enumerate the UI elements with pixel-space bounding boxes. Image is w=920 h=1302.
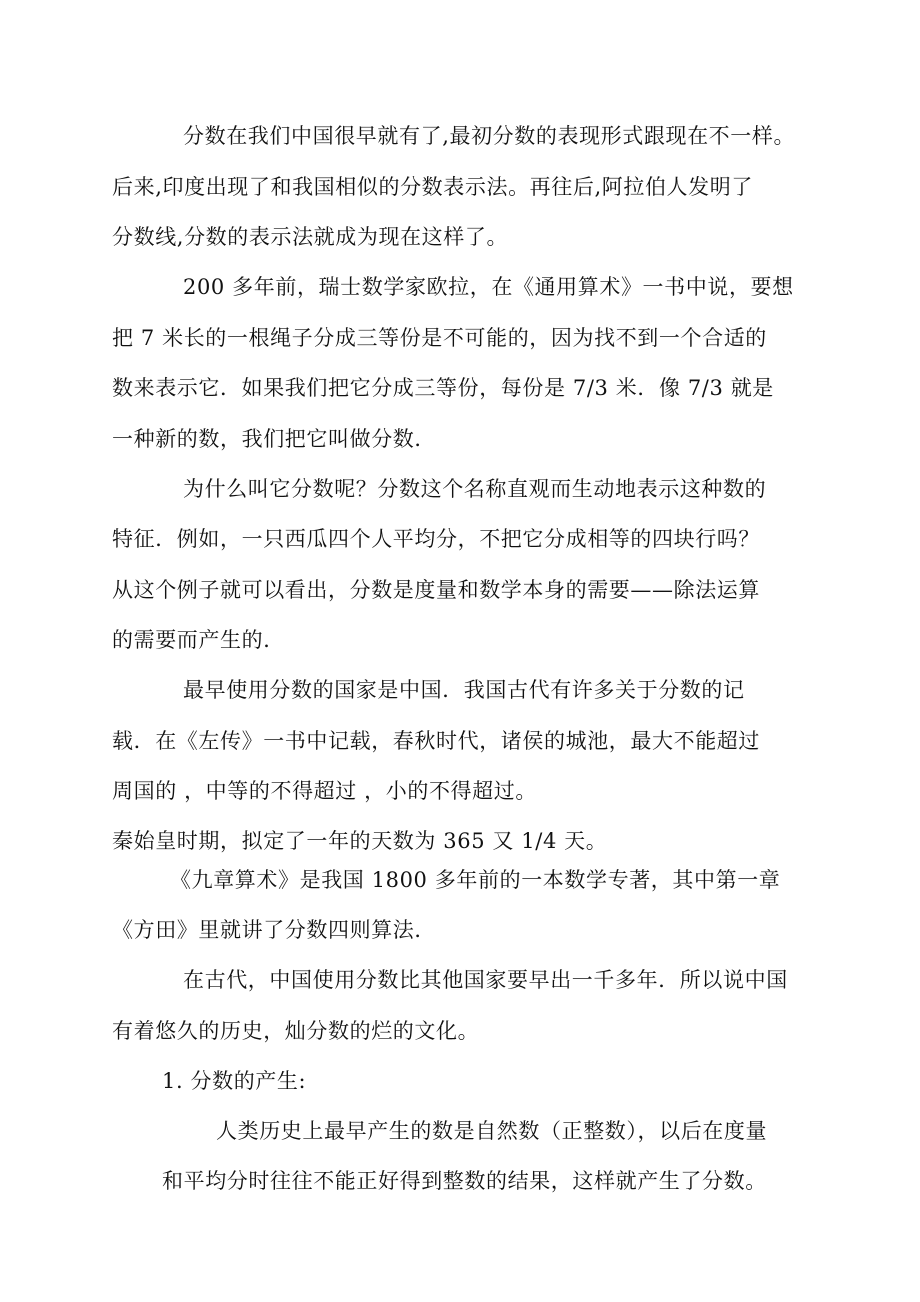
paragraph-line: 从这个例子就可以看出，分数是度量和数学本身的需要——除法运算 xyxy=(112,578,760,602)
paragraph-line: 《方田》里就讲了分数四则算法． xyxy=(112,918,436,942)
paragraph-line: 200 多年前，瑞士数学家欧拉，在《通用算术》一书中说，要想 xyxy=(183,275,794,299)
paragraph-line: 把 7 米长的一根绳子分成三等份是不可能的，因为找不到一个合适的 xyxy=(112,326,767,350)
paragraph-line: 特征．例如，一只西瓜四个人平均分，不把它分成相等的四块行吗？ xyxy=(112,527,760,551)
paragraph-line: 分数在我们中国很早就有了,最初分数的表现形式跟现在不一样。 xyxy=(183,124,796,148)
paragraph-line: 一种新的数，我们把它叫做分数． xyxy=(112,427,436,451)
paragraph-line: 为什么叫它分数呢？分数这个名称直观而生动地表示这种数的 xyxy=(183,477,767,501)
paragraph-line: 《九章算术》是我国 1800 多年前的一本数学专著，其中第一章 xyxy=(170,868,781,892)
paragraph-line: 和平均分时往往不能正好得到整数的结果，这样就产生了分数。 xyxy=(162,1169,767,1193)
paragraph-line: 在古代，中国使用分数比其他国家要早出一千多年．所以说中国 xyxy=(183,968,788,992)
paragraph-line: 的需要而产生的． xyxy=(112,628,285,652)
paragraph-line: 有着悠久的历史，灿分数的烂的文化。 xyxy=(112,1019,480,1043)
section-heading: 1. 分数的产生: xyxy=(162,1069,307,1093)
paragraph-line: 分数线,分数的表示法就成为现在这样了。 xyxy=(112,225,509,249)
paragraph-line: 最早使用分数的国家是中国．我国古代有许多关于分数的记 xyxy=(183,678,745,702)
paragraph-line: 后来,印度出现了和我国相似的分数表示法。再往后,阿拉伯人发明了 xyxy=(112,175,753,199)
paragraph-line: 秦始皇时期，拟定了一年的天数为 365 又 1/4 天。 xyxy=(112,829,608,853)
paragraph-line: 数来表示它．如果我们把它分成三等份，每份是 7/3 米．像 7/3 就是 xyxy=(112,376,774,400)
paragraph-line: 周国的 ，中等的不得超过 ，小的不得超过。 xyxy=(112,779,537,803)
paragraph-line: 载．在《左传》一书中记载，春秋时代，诸侯的城池，最大不能超过 xyxy=(112,729,760,753)
paragraph-line: 人类历史上最早产生的数是自然数（正整数），以后在度量 xyxy=(216,1119,768,1143)
